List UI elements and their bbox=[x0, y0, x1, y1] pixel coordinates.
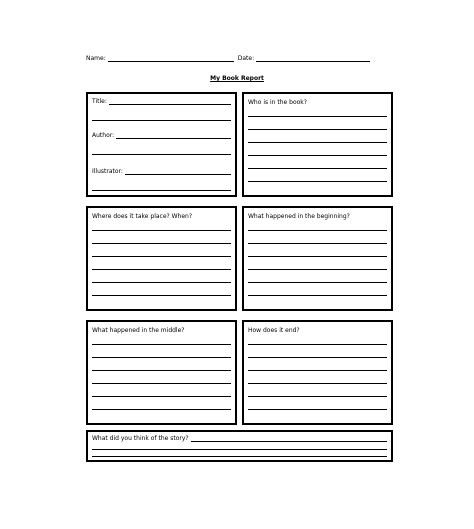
answer-line[interactable] bbox=[92, 243, 231, 244]
opinion-question: What did you think of the story? bbox=[92, 435, 189, 442]
middle-question: What happened in the middle? bbox=[92, 327, 185, 334]
answer-line[interactable] bbox=[248, 409, 387, 410]
answer-line[interactable] bbox=[92, 344, 231, 345]
header-row bbox=[86, 55, 370, 62]
answer-line[interactable] bbox=[92, 383, 231, 384]
answer-line[interactable] bbox=[92, 282, 231, 283]
answer-line[interactable] bbox=[248, 256, 387, 257]
author-line[interactable] bbox=[116, 132, 231, 139]
answer-line[interactable] bbox=[248, 269, 387, 270]
who-question: Who is in the book? bbox=[248, 99, 307, 106]
answer-line[interactable] bbox=[248, 282, 387, 283]
end-question: How does it end? bbox=[248, 327, 300, 334]
where-question: Where does it take place? When? bbox=[92, 213, 193, 220]
illustrator-line[interactable] bbox=[125, 168, 231, 175]
name-field[interactable] bbox=[108, 55, 234, 62]
author-label: Author: bbox=[92, 132, 115, 139]
answer-line[interactable] bbox=[248, 295, 387, 296]
answer-line[interactable] bbox=[92, 256, 231, 257]
answer-line[interactable] bbox=[248, 396, 387, 397]
middle-box bbox=[86, 320, 237, 425]
answer-line[interactable] bbox=[92, 456, 387, 457]
answer-line[interactable] bbox=[248, 357, 387, 358]
book-title-line[interactable] bbox=[109, 98, 231, 105]
answer-line[interactable] bbox=[248, 243, 387, 244]
date-field[interactable] bbox=[256, 55, 370, 62]
answer-line[interactable] bbox=[92, 396, 231, 397]
book-title-line-2[interactable] bbox=[92, 120, 231, 121]
opinion-box bbox=[86, 430, 393, 462]
answer-line[interactable] bbox=[92, 370, 231, 371]
answer-line[interactable] bbox=[248, 383, 387, 384]
opinion-line[interactable] bbox=[191, 435, 387, 442]
answer-line[interactable] bbox=[92, 295, 231, 296]
answer-line[interactable] bbox=[248, 155, 387, 156]
page-title: My Book Report bbox=[210, 75, 264, 82]
beginning-question: What happened in the beginning? bbox=[248, 213, 350, 220]
answer-line[interactable] bbox=[248, 142, 387, 143]
answer-line[interactable] bbox=[92, 409, 231, 410]
opinion-field[interactable] bbox=[92, 435, 387, 442]
answer-line[interactable] bbox=[92, 449, 387, 450]
beginning-box bbox=[242, 206, 393, 311]
date-label: Date: bbox=[237, 55, 255, 62]
author-field[interactable] bbox=[92, 132, 231, 139]
answer-line[interactable] bbox=[248, 168, 387, 169]
answer-line[interactable] bbox=[248, 116, 387, 117]
who-box bbox=[242, 92, 393, 197]
title-author-box bbox=[86, 92, 237, 197]
author-line-2[interactable] bbox=[92, 154, 231, 155]
illustrator-label: Illustrator: bbox=[92, 168, 123, 175]
answer-line[interactable] bbox=[248, 129, 387, 130]
answer-line[interactable] bbox=[248, 181, 387, 182]
answer-line[interactable] bbox=[92, 230, 231, 231]
book-title-label: Title: bbox=[92, 98, 107, 105]
answer-line[interactable] bbox=[92, 269, 231, 270]
where-box bbox=[86, 206, 237, 311]
illustrator-field[interactable] bbox=[92, 168, 231, 175]
answer-line[interactable] bbox=[92, 357, 231, 358]
end-box bbox=[242, 320, 393, 425]
answer-line[interactable] bbox=[248, 230, 387, 231]
answer-line[interactable] bbox=[248, 344, 387, 345]
name-label: Name: bbox=[86, 55, 106, 62]
answer-line[interactable] bbox=[248, 370, 387, 371]
illustrator-line-2[interactable] bbox=[92, 190, 231, 191]
book-title-field[interactable] bbox=[92, 98, 231, 105]
